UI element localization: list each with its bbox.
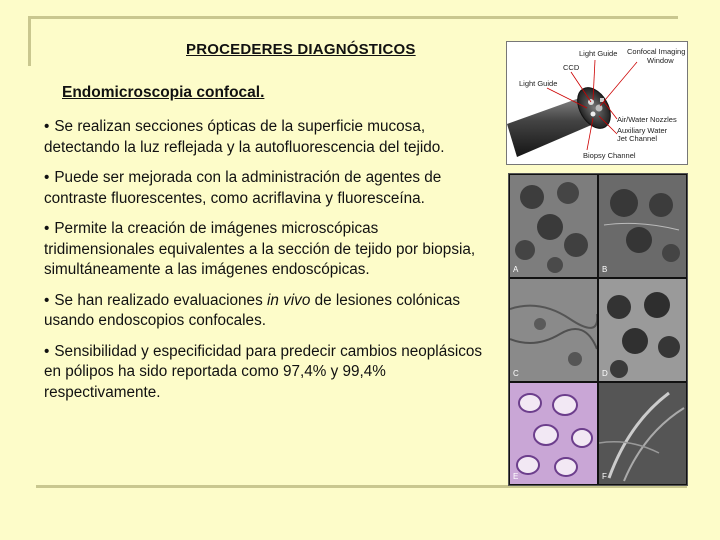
bullet-marker: • — [44, 342, 50, 360]
confocal-window-lens — [596, 105, 603, 112]
endoscope-diagram — [506, 41, 688, 165]
bullet-item — [44, 342, 492, 404]
slide-subtitle: Endomicroscopia confocal. — [62, 84, 265, 101]
micrograph-panel-a — [510, 175, 597, 277]
bullet-list — [44, 117, 492, 413]
bullet-text: Se realizan secciones ópticas de la superficie mucosa, detectando la luz reflejada y la autofluorescencia del tejido. — [44, 118, 445, 156]
label-biopsy: Biopsy Channel — [583, 151, 636, 160]
label-ccd: CCD — [563, 63, 580, 72]
label-confocal-window: Confocal Imaging Window — [627, 47, 686, 65]
bullet-text: Permite la creación de imágenes microscópicas tridimensionales equivalentes a la sección de tejido por biopsia, simultáneamente a las imágenes endoscópicas. — [44, 220, 476, 278]
slide-frame-top — [30, 16, 678, 19]
label-air-water: Air/Water Nozzles — [617, 115, 677, 124]
panel-letter: E — [513, 472, 519, 481]
bullet-item — [44, 117, 492, 158]
bullet-marker: • — [44, 291, 50, 309]
micrograph-panel-f — [599, 383, 686, 484]
bullet-text: Puede ser mejorada con la administración de agentes de contraste fluorescentes, como acriflavina y fluoresceína. — [44, 169, 442, 207]
bullet-item — [44, 168, 492, 209]
bullet-marker: • — [44, 220, 50, 237]
bullet-text: Se han realizado evaluaciones — [54, 291, 267, 309]
slide-frame-left — [28, 16, 31, 66]
micrograph-panel-e — [510, 383, 597, 484]
panel-letter: A — [513, 265, 519, 274]
bullet-text-italic: in vivo — [266, 291, 311, 309]
bullet-text: de lesiones colónicas usando endoscopios confocales. — [44, 291, 460, 329]
micrograph-panel-c — [510, 279, 597, 381]
panel-letter: C — [513, 369, 519, 378]
bullet-marker: • — [44, 169, 50, 186]
bullet-item — [44, 291, 492, 332]
bullet-marker: • — [44, 118, 50, 135]
bullet-text: Sensibilidad y especificidad para predecir cambios neoplásicos en pólipos ha sido reportada como 97,4% y 99,4% respectivamente. — [44, 342, 483, 401]
ccd-lens — [591, 112, 596, 117]
micrograph-grid — [508, 173, 688, 486]
panel-letter: F — [602, 472, 607, 481]
label-light-guide-left: Light Guide — [519, 79, 558, 88]
panel-letter: D — [602, 369, 608, 378]
micrograph-panel-d — [599, 279, 686, 381]
panel-letter: B — [602, 265, 608, 274]
label-light-guide-top: Light Guide — [579, 49, 618, 58]
micrograph-panel-b — [599, 175, 686, 277]
slide-title: PROCEDERES DIAGNÓSTICOS — [186, 41, 416, 58]
label-aux-water: Auxiliary Water Jet Channel — [617, 126, 668, 143]
bullet-item — [44, 219, 492, 281]
